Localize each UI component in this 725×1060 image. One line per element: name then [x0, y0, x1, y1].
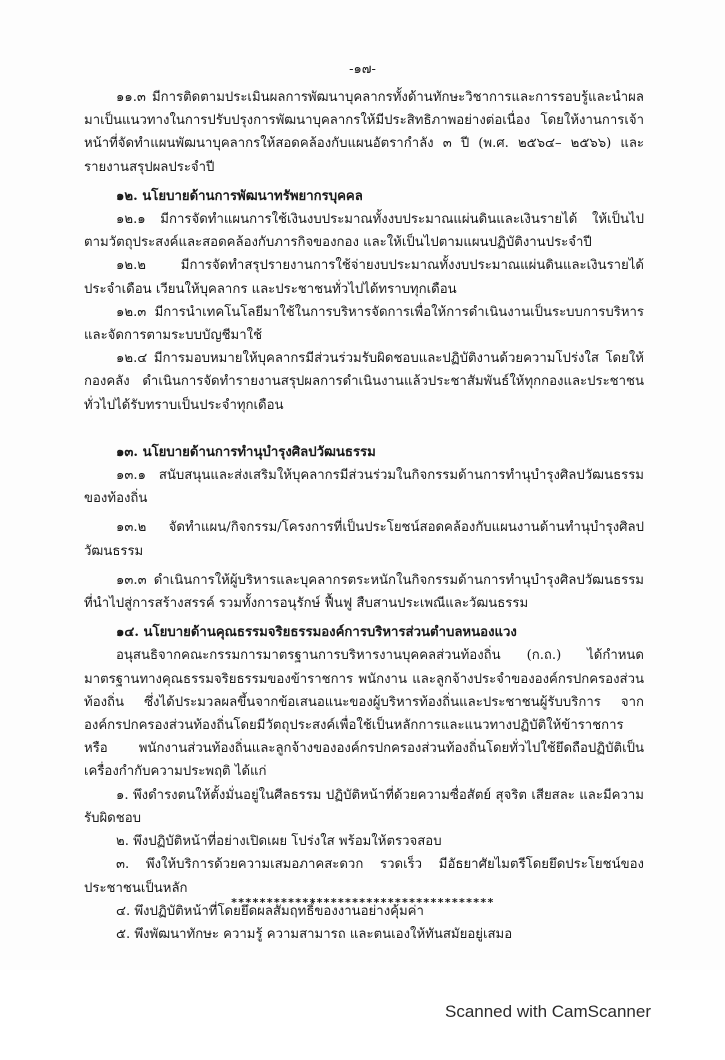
end-divider: ************************************* [230, 896, 495, 909]
list-item-5: ๕. พึงพัฒนาทักษะ ความรู้ ความสามารถ และตนเองให้ทันสมัยอยู่เสมอ [116, 926, 513, 942]
list-item-4: ๔. พึงปฏิบัติหน้าที่โดยยึดผลสัมฤทธิ์ของงานอย่างคุ้มค่า [116, 903, 424, 919]
list-item-1: ๑. พึงดำรงตนให้ตั้งมั่นอยู่ในศีลธรรม ปฏิบัติหน้าที่ด้วยความซื่อสัตย์ สุจริต เสียสละ และมีความรับผิดชอบ [84, 787, 644, 826]
heading-13: ๑๓. นโยบายด้านการทำนุบำรุงศิลปวัฒนธรรม [116, 444, 376, 460]
paragraph-14-intro: อนุสนธิจากคณะกรรมการมาตรฐานการบริหารงานบุคคลส่วนท้องถิ่น (ก.ถ.) ได้กำหนดมาตรฐานทางคุณธรรมจริยธรรมของข้าราชการ พนักงาน และลูกจ้างประจำขององค์กรปกครองส่วนท้องถิ่น ซึ่งได้ประมวลผลขึ้นจากข้อเสนอแนะของผู้บริหารท้องถิ่นและประชาชนผู้รับบริการ จากองค์กรปกครองส่วนท้องถิ่นโดยมีวัตถุประสงค์เพื่อใช้เป็นหลักการและแนวทางปฏิบัติให้ข้าราชการหรือ พนักงานส่วนท้องถิ่นและลูกจ้างขององค์กรปกครองส่วนท้องถิ่นโดยทั่วไปใช้ยึดถือปฏิบัติเป็นเครื่องกำกับความประพฤติ ได้แก่ [84, 648, 644, 780]
list-item-3: ๓. พึงให้บริการด้วยความเสมอภาคสะดวก รวดเร็ว มีอัธยาศัยไมตรีโดยยึดประโยชน์ของประชาชนเป็นหลัก [84, 857, 644, 896]
paragraph-11-3: ๑๑.๓ มีการติดตามประเมินผลการพัฒนาบุคลากรทั้งด้านทักษะวิชาการและการรอบรู้และนำผลมาเป็นแนวทางในการปรับปรุงการพัฒนาบุคลากรให้มีประสิทธิภาพอย่างต่อเนื่อง โดยให้งานการเจ้าหน้าที่จัดทำแผนพัฒนาบุคลากรให้สอดคล้องกับแผนอัตรากำลัง ๓ ปี (พ.ศ. ๒๕๖๔– ๒๕๖๖) และรายงานสรุปผลประจำปี [84, 90, 644, 175]
paragraph-12-4: ๑๒.๔ มีการมอบหมายให้บุคลากรมีส่วนร่วมรับผิดชอบและปฏิบัติงานด้วยความโปร่งใส โดยให้กองคลัง ดำเนินการจัดทำรายงานสรุปผลการดำเนินงานแล้วประชาสัมพันธ์ให้ทุกกองและประชาชนทั่วไปได้รับทราบเป็นประจำทุกเดือน [84, 351, 644, 413]
heading-12: ๑๒. นโยบายด้านการพัฒนาทรัพยากรบุคคล [116, 188, 363, 204]
paragraph-13-2: ๑๓.๒ จัดทำแผน/กิจกรรม/โครงการที่เป็นประโยชน์สอดคล้องกับแผนงานด้านทำนุบำรุงศิลปวัฒนธรรม [84, 520, 644, 559]
paragraph-12-3: ๑๒.๓ มีการนำเทคโนโลยีมาใช้ในการบริหารจัดการเพื่อให้การดำเนินงานเป็นระบบการบริหารและจัดการตามระบบบัญชีมาใช้ [84, 304, 644, 344]
paragraph-12-1: ๑๒.๑ มีการจัดทำแผนการใช้เงินงบประมาณทั้งงบประมาณแผ่นดินและเงินรายได้ ให้เป็นไปตามวัตถุประสงค์และสอดคล้องกับภารกิจของกอง และให้เป็นไปตามแผนปฏิบัติงานประจำปี [84, 212, 644, 251]
page-number: -๑๗- [349, 62, 376, 77]
scanner-footer [0, 970, 725, 1060]
heading-14: ๑๔. นโยบายด้านคุณธรรมจริยธรรมองค์การบริหารส่วนตำบลหนองแวง [116, 625, 517, 641]
document-body [84, 86, 644, 946]
paragraph-13-3: ๑๓.๓ ดำเนินการให้ผู้บริหารและบุคลากรตระหนักในกิจกรรมด้านการทำนุบำรุงศิลปวัฒนธรรมที่นำไปสู่การสร้างสรรค์ รวมทั้งการอนุรักษ์ ฟื้นฟู สืบสานประเพณีและวัฒนธรรม [84, 572, 644, 612]
paragraph-12-2: ๑๒.๒ มีการจัดทำสรุปรายงานการใช้จ่ายงบประมาณทั้งงบประมาณแผ่นดินและเงินรายได้ประจำเดือน เวียนให้บุคลากร และประชาชนทั่วไปได้ทราบทุกเดือน [84, 258, 644, 297]
list-item-2: ๒. พึงปฏิบัติหน้าที่อย่างเปิดเผย โปร่งใส พร้อมให้ตรวจสอบ [116, 834, 442, 850]
paragraph-13-1: ๑๓.๑ สนับสนุนและส่งเสริมให้บุคลากรมีส่วนร่วมในกิจกรรมด้านการทำนุบำรุงศิลปวัฒนธรรมของท้องถิ่น [84, 468, 644, 507]
camscanner-watermark: Scanned with CamScanner [444, 1002, 651, 1021]
